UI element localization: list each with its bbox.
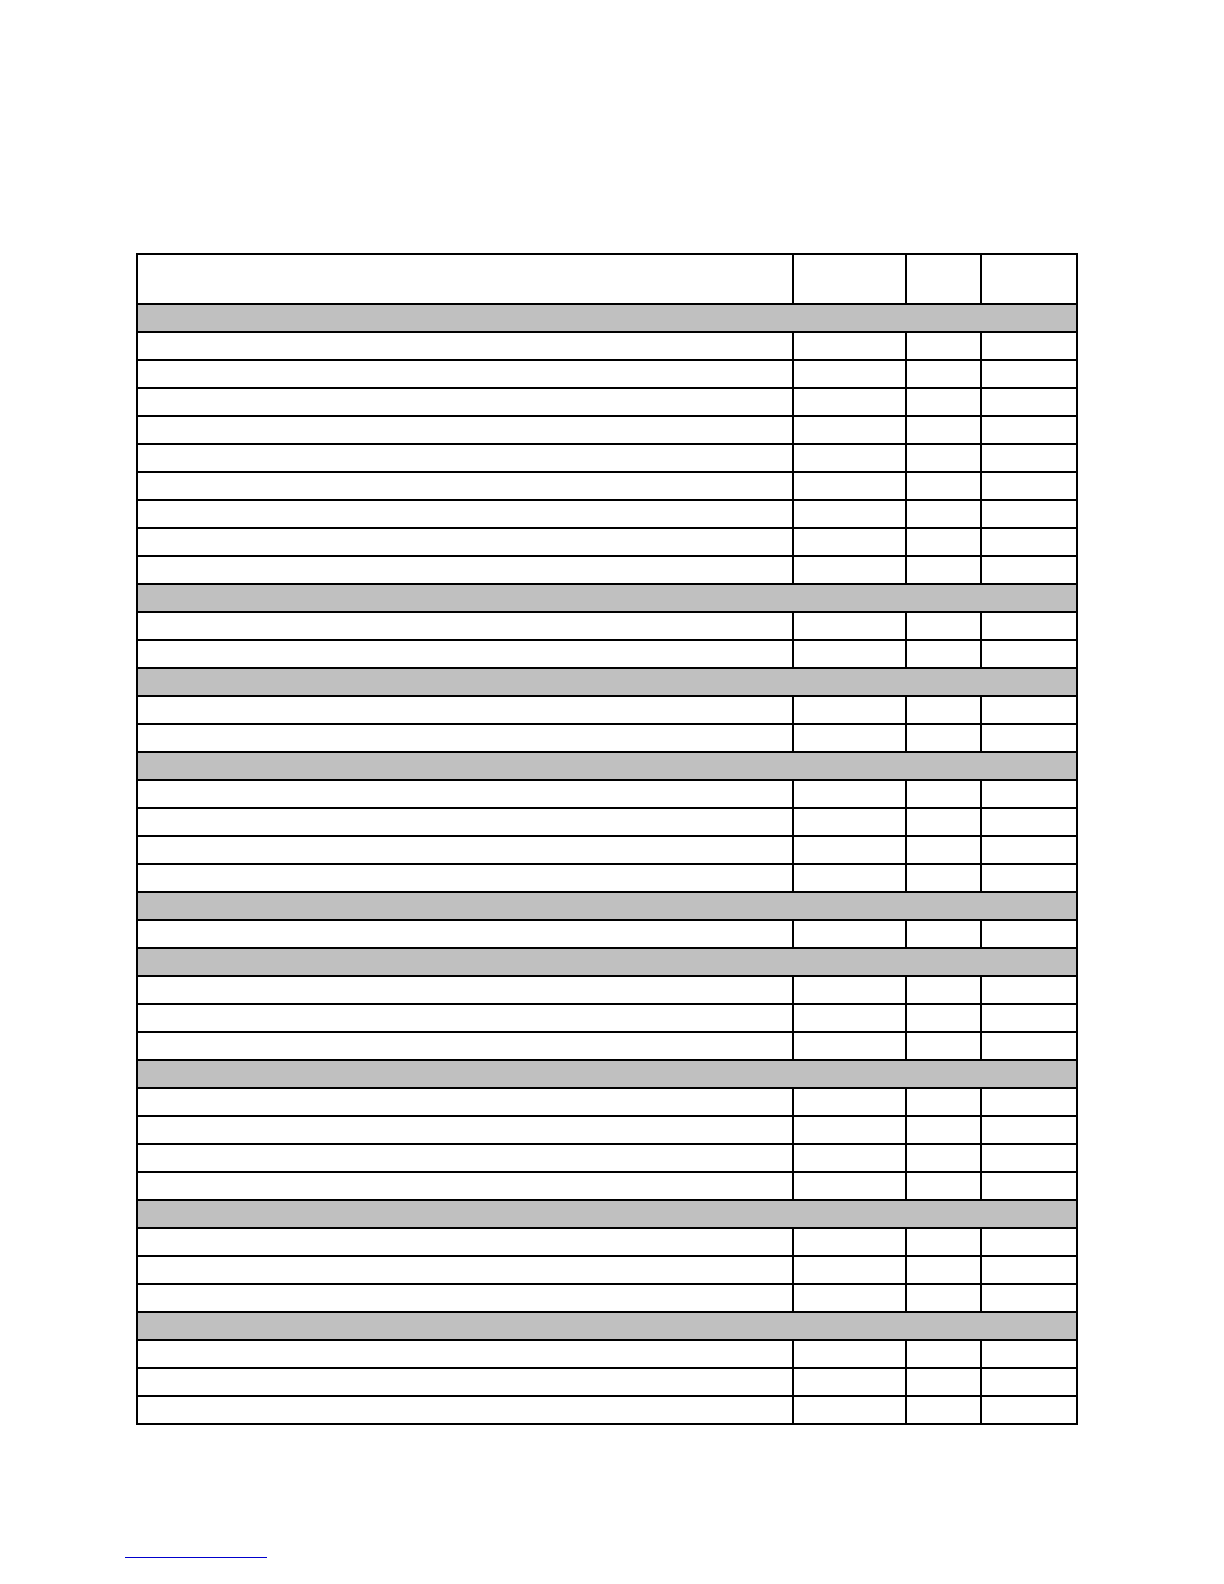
table-cell: [793, 556, 906, 584]
table-cell: [906, 976, 981, 1004]
table-cell: [137, 640, 793, 668]
table-cell: [137, 696, 793, 724]
table-cell: [137, 1116, 793, 1144]
table-row: [137, 500, 1077, 528]
section-header-row: [137, 668, 1077, 696]
table-row: [137, 640, 1077, 668]
table-cell: [137, 724, 793, 752]
table-cell: [137, 1228, 793, 1256]
table-cell: [906, 1172, 981, 1200]
section-label: [137, 304, 1077, 332]
table-cell: [981, 836, 1077, 864]
table-cell: [906, 1116, 981, 1144]
table-cell: [793, 976, 906, 1004]
table-cell: [793, 388, 906, 416]
table-cell: [793, 640, 906, 668]
table-cell: [137, 1368, 793, 1396]
table-cell: [906, 836, 981, 864]
table-cell: [981, 780, 1077, 808]
table-row: [137, 780, 1077, 808]
table-row: [137, 696, 1077, 724]
table-cell: [906, 920, 981, 948]
table-cell: [906, 1340, 981, 1368]
table-cell: [981, 1340, 1077, 1368]
table-row: [137, 724, 1077, 752]
table-cell: [906, 444, 981, 472]
table-cell: [137, 388, 793, 416]
table-cell: [981, 472, 1077, 500]
table-cell: [906, 1284, 981, 1312]
table-cell: [981, 1368, 1077, 1396]
table-cell: [981, 1228, 1077, 1256]
table-cell: [137, 1256, 793, 1284]
table-cell: [906, 1088, 981, 1116]
section-label: [137, 1312, 1077, 1340]
table-cell: [981, 612, 1077, 640]
table-row: [137, 472, 1077, 500]
section-header-row: [137, 1312, 1077, 1340]
table-cell: [981, 1088, 1077, 1116]
table-cell: [981, 1284, 1077, 1312]
table-cell: [793, 864, 906, 892]
table-cell: [906, 1004, 981, 1032]
section-label: [137, 584, 1077, 612]
table-cell: [137, 472, 793, 500]
table-cell: [981, 388, 1077, 416]
table-cell: [981, 976, 1077, 1004]
table-cell: [793, 808, 906, 836]
table-cell: [793, 1396, 906, 1424]
table-cell: [793, 500, 906, 528]
table-cell: [981, 864, 1077, 892]
table-row: [137, 1144, 1077, 1172]
section-header-row: [137, 1060, 1077, 1088]
section-label: [137, 752, 1077, 780]
table-cell: [137, 1340, 793, 1368]
table-cell: [793, 1144, 906, 1172]
header-cell-3: [906, 254, 981, 304]
table-cell: [793, 836, 906, 864]
table-cell: [906, 500, 981, 528]
table-cell: [906, 1144, 981, 1172]
table-cell: [981, 920, 1077, 948]
table-cell: [981, 500, 1077, 528]
table-cell: [793, 1228, 906, 1256]
table-cell: [793, 1032, 906, 1060]
table-cell: [906, 780, 981, 808]
table-cell: [906, 640, 981, 668]
table-cell: [906, 1368, 981, 1396]
table-cell: [906, 1032, 981, 1060]
table-row: [137, 1116, 1077, 1144]
table-cell: [906, 388, 981, 416]
table-cell: [906, 1256, 981, 1284]
table-cell: [793, 612, 906, 640]
header-cell-4: [981, 254, 1077, 304]
header-cell-2: [793, 254, 906, 304]
table-cell: [793, 696, 906, 724]
table-cell: [137, 1396, 793, 1424]
table-cell: [906, 360, 981, 388]
section-header-row: [137, 892, 1077, 920]
table-cell: [981, 724, 1077, 752]
table-cell: [137, 1284, 793, 1312]
table-cell: [137, 556, 793, 584]
form-table: [136, 253, 1078, 1425]
table-row: [137, 556, 1077, 584]
table-row: [137, 528, 1077, 556]
table-cell: [981, 556, 1077, 584]
table-cell: [793, 1004, 906, 1032]
table-cell: [137, 920, 793, 948]
table-row: [137, 1032, 1077, 1060]
header-row: [137, 254, 1077, 304]
table-cell: [906, 696, 981, 724]
table-cell: [906, 556, 981, 584]
table-cell: [906, 864, 981, 892]
table-cell: [793, 1340, 906, 1368]
table-cell: [137, 500, 793, 528]
table-cell: [793, 332, 906, 360]
header-cell-description: [137, 254, 793, 304]
section-header-row: [137, 752, 1077, 780]
section-header-row: [137, 1200, 1077, 1228]
table-cell: [906, 416, 981, 444]
table-cell: [906, 1228, 981, 1256]
table-cell: [906, 332, 981, 360]
table-cell: [793, 444, 906, 472]
table-cell: [137, 1004, 793, 1032]
table-row: [137, 1256, 1077, 1284]
table-cell: [137, 1144, 793, 1172]
table-row: [137, 1284, 1077, 1312]
table-cell: [981, 640, 1077, 668]
table-cell: [906, 724, 981, 752]
section-header-row: [137, 304, 1077, 332]
table-cell: [981, 444, 1077, 472]
table-cell: [981, 808, 1077, 836]
table-cell: [981, 416, 1077, 444]
table-cell: [981, 1032, 1077, 1060]
table-cell: [793, 780, 906, 808]
footnote-rule: [125, 1557, 267, 1558]
table-cell: [793, 1172, 906, 1200]
table-row: [137, 332, 1077, 360]
table-cell: [137, 528, 793, 556]
table-cell: [981, 360, 1077, 388]
section-header-row: [137, 948, 1077, 976]
table-cell: [981, 696, 1077, 724]
table-cell: [981, 1396, 1077, 1424]
table-cell: [137, 332, 793, 360]
table-cell: [793, 1088, 906, 1116]
table-cell: [793, 1284, 906, 1312]
form-table-body: [137, 254, 1077, 1424]
table-cell: [137, 976, 793, 1004]
table-row: [137, 1396, 1077, 1424]
table-cell: [137, 1088, 793, 1116]
table-cell: [981, 1256, 1077, 1284]
table-cell: [137, 1172, 793, 1200]
table-cell: [906, 612, 981, 640]
section-label: [137, 948, 1077, 976]
table-cell: [137, 780, 793, 808]
table-row: [137, 1228, 1077, 1256]
table-row: [137, 920, 1077, 948]
section-label: [137, 668, 1077, 696]
section-header-row: [137, 584, 1077, 612]
table-cell: [981, 1116, 1077, 1144]
table-row: [137, 1340, 1077, 1368]
table-cell: [137, 612, 793, 640]
table-cell: [137, 444, 793, 472]
table-row: [137, 976, 1077, 1004]
table-row: [137, 1172, 1077, 1200]
table-cell: [793, 724, 906, 752]
table-cell: [793, 472, 906, 500]
table-cell: [981, 1144, 1077, 1172]
table-cell: [981, 1004, 1077, 1032]
table-row: [137, 1088, 1077, 1116]
table-cell: [793, 528, 906, 556]
table-cell: [981, 528, 1077, 556]
table-row: [137, 1004, 1077, 1032]
section-label: [137, 1060, 1077, 1088]
table-row: [137, 864, 1077, 892]
table-cell: [137, 1032, 793, 1060]
table-row: [137, 836, 1077, 864]
table-cell: [793, 1116, 906, 1144]
table-cell: [137, 864, 793, 892]
table-cell: [137, 416, 793, 444]
table-row: [137, 612, 1077, 640]
table-cell: [793, 1256, 906, 1284]
table-row: [137, 444, 1077, 472]
table-cell: [137, 836, 793, 864]
table-cell: [981, 332, 1077, 360]
table-row: [137, 808, 1077, 836]
table-cell: [793, 920, 906, 948]
table-cell: [906, 808, 981, 836]
section-label: [137, 892, 1077, 920]
table-cell: [793, 1368, 906, 1396]
table-cell: [137, 808, 793, 836]
table-row: [137, 416, 1077, 444]
table-cell: [981, 1172, 1077, 1200]
table-cell: [906, 528, 981, 556]
table-cell: [137, 360, 793, 388]
table-row: [137, 1368, 1077, 1396]
section-label: [137, 1200, 1077, 1228]
table-cell: [793, 416, 906, 444]
table-row: [137, 388, 1077, 416]
table-cell: [793, 360, 906, 388]
table-cell: [906, 1396, 981, 1424]
table-row: [137, 360, 1077, 388]
table-cell: [906, 472, 981, 500]
